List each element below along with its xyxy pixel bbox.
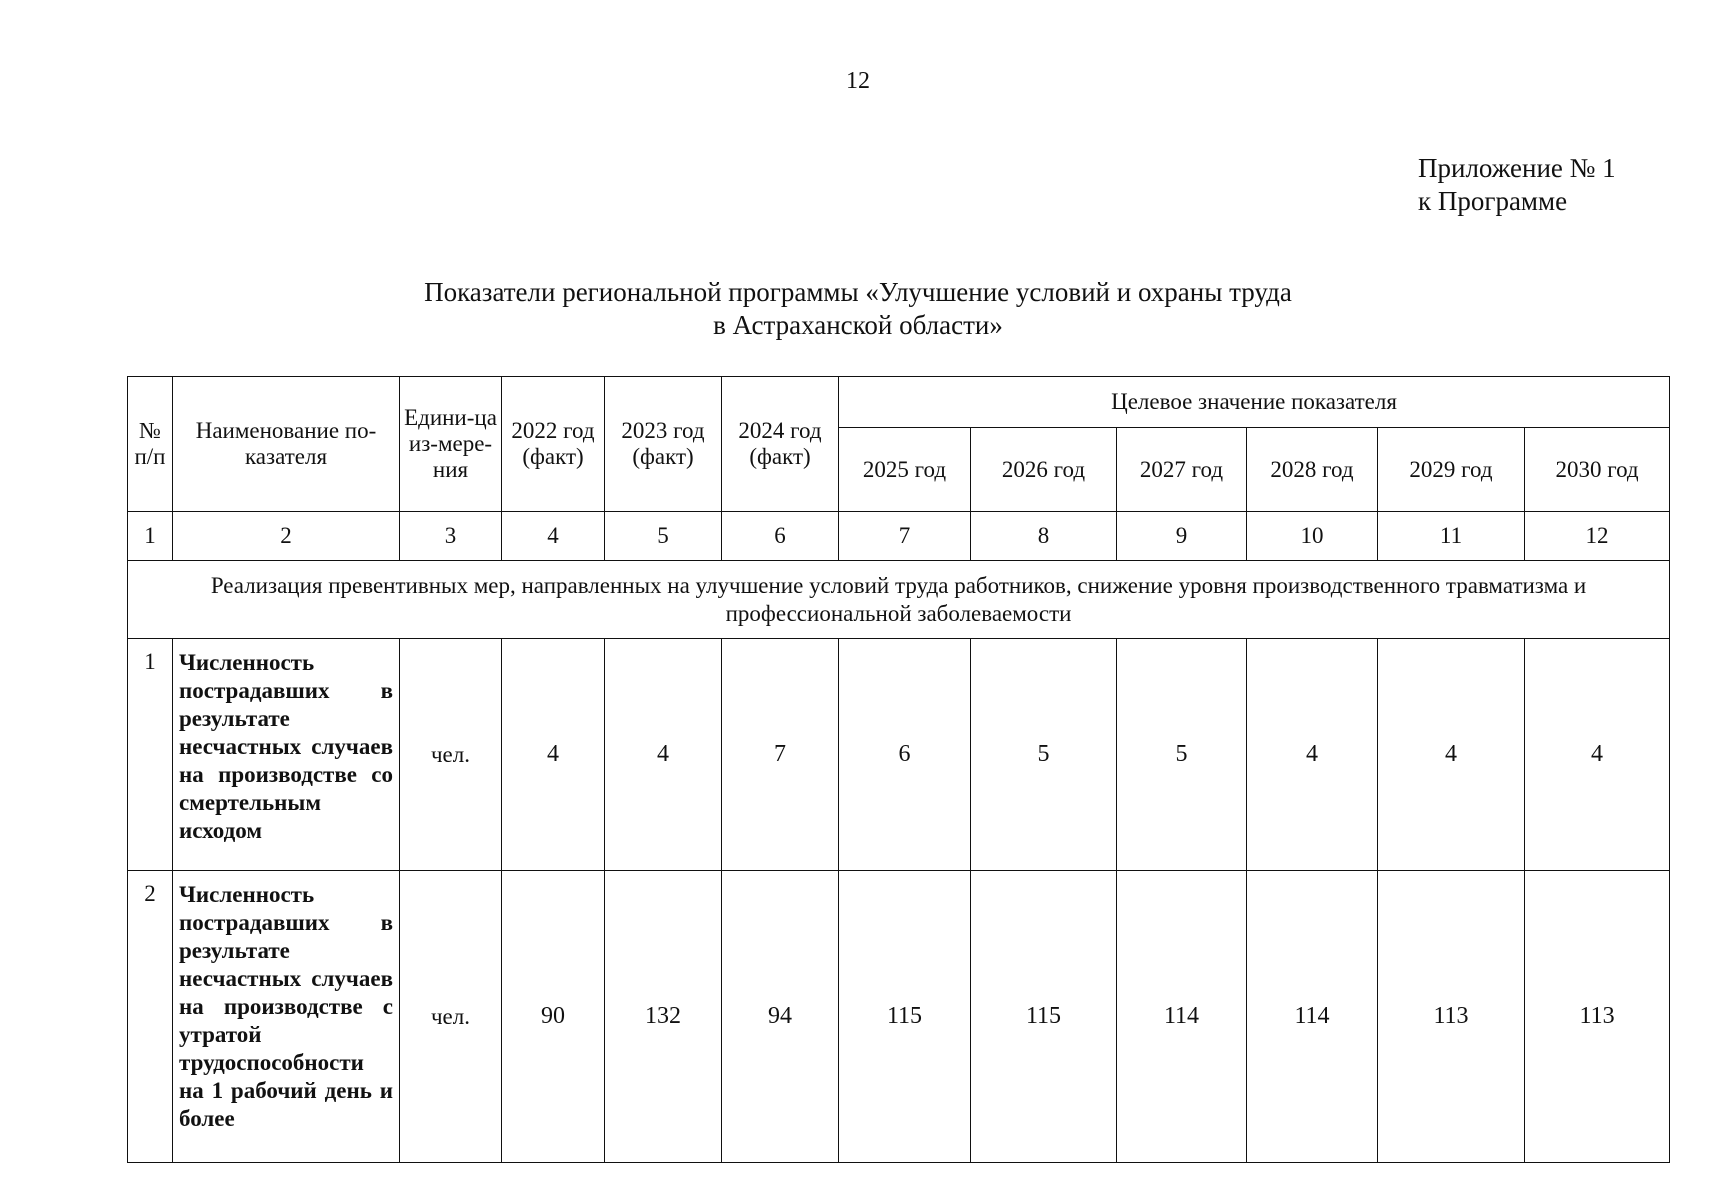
indicators-table: [127, 376, 1670, 1163]
column-number: 10: [1247, 512, 1378, 561]
column-number-row: [128, 512, 1670, 561]
appendix-line-2: к Программе: [1418, 186, 1568, 216]
value-cell: 114: [1117, 871, 1247, 1163]
header-num: № п/п: [128, 377, 173, 512]
document-title-line-1: Показатели региональной программы «Улучшение условий и охраны труда: [424, 277, 1292, 307]
column-number: 5: [605, 512, 722, 561]
header-target-year: 2029 год: [1378, 428, 1525, 512]
document-title-line-2: в Астраханской области»: [713, 310, 1003, 340]
value-cell: 4: [1378, 639, 1525, 871]
row-index: 2: [128, 871, 173, 1163]
value-cell: 115: [971, 871, 1117, 1163]
value-cell: 90: [502, 871, 605, 1163]
column-number: 2: [173, 512, 400, 561]
page-number: 12: [846, 68, 870, 94]
value-cell: 113: [1378, 871, 1525, 1163]
header-2023: 2023 год (факт): [605, 377, 722, 512]
header-target-group: Целевое значение показателя: [839, 377, 1670, 428]
header-target-year: 2026 год: [971, 428, 1117, 512]
header-target-year: 2027 год: [1117, 428, 1247, 512]
appendix-line-1: Приложение № 1: [1418, 153, 1616, 183]
section-title: Реализация превентивных мер, направленных на улучшение условий труда работников, снижение уровня производственного травматизма и профессиональной заболеваемости: [128, 561, 1670, 639]
indicator-name: Численность пострадавших в результате несчастных случаев на производстве со смертельным исходом: [173, 639, 400, 871]
column-number: 3: [400, 512, 502, 561]
unit-cell: чел.: [400, 639, 502, 871]
column-number: 1: [128, 512, 173, 561]
value-cell: 4: [1525, 639, 1670, 871]
header-row-1: [128, 377, 1670, 428]
table-row: [128, 639, 1670, 871]
value-cell: 5: [971, 639, 1117, 871]
value-cell: 113: [1525, 871, 1670, 1163]
value-cell: 94: [722, 871, 839, 1163]
value-cell: 6: [839, 639, 971, 871]
header-2022: 2022 год (факт): [502, 377, 605, 512]
appendix-note: [1418, 152, 1616, 218]
value-cell: 132: [605, 871, 722, 1163]
header-target-year: 2025 год: [839, 428, 971, 512]
document-title: [0, 276, 1716, 342]
column-number: 9: [1117, 512, 1247, 561]
row-index: 1: [128, 639, 173, 871]
indicator-name: Численность пострадавших в результате несчастных случаев на производстве с утратой трудоспособности на 1 рабочий день и более: [173, 871, 400, 1163]
header-target-year: 2030 год: [1525, 428, 1670, 512]
column-number: 6: [722, 512, 839, 561]
column-number: 12: [1525, 512, 1670, 561]
column-number: 4: [502, 512, 605, 561]
value-cell: 5: [1117, 639, 1247, 871]
header-target-year: 2028 год: [1247, 428, 1378, 512]
column-number: 7: [839, 512, 971, 561]
value-cell: 4: [605, 639, 722, 871]
value-cell: 7: [722, 639, 839, 871]
unit-cell: чел.: [400, 871, 502, 1163]
header-unit: Едини-ца из-мере-ния: [400, 377, 502, 512]
value-cell: 4: [1247, 639, 1378, 871]
table-row: [128, 871, 1670, 1163]
column-number: 11: [1378, 512, 1525, 561]
value-cell: 4: [502, 639, 605, 871]
value-cell: 114: [1247, 871, 1378, 1163]
value-cell: 115: [839, 871, 971, 1163]
header-2024: 2024 год (факт): [722, 377, 839, 512]
header-name: Наименование по-казателя: [173, 377, 400, 512]
section-row: [128, 561, 1670, 639]
column-number: 8: [971, 512, 1117, 561]
